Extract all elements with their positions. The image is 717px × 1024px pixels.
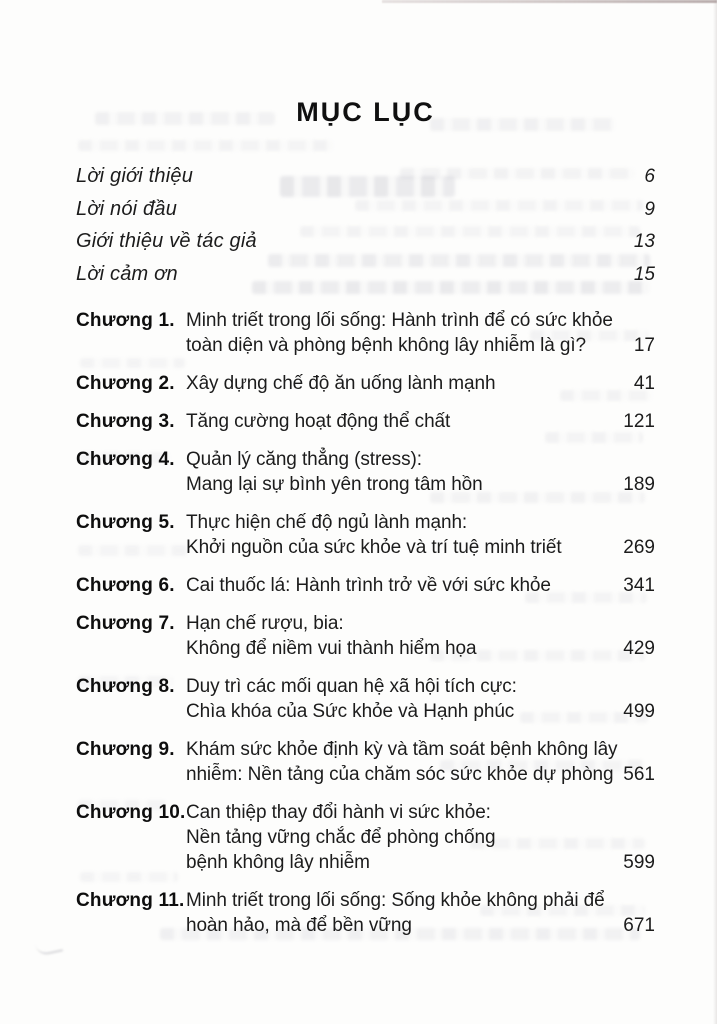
front-matter-item-page-number: 13 bbox=[633, 231, 655, 252]
chapter-title bbox=[186, 611, 655, 661]
chapter-title-line: Can thiệp thay đổi hành vi sức khỏe: bbox=[186, 802, 491, 823]
chapter-title-line: bệnh không lây nhiễm bbox=[186, 852, 370, 873]
chapter-title bbox=[186, 510, 655, 560]
chapter-entry bbox=[76, 447, 655, 497]
chapter-entry bbox=[76, 371, 655, 396]
scan-mark-artifact bbox=[35, 939, 63, 956]
chapter-title bbox=[186, 573, 655, 598]
chapter-page-number: 599 bbox=[623, 852, 655, 873]
chapter-list bbox=[76, 308, 655, 938]
chapter-page-number: 341 bbox=[623, 575, 655, 596]
chapter-page-number: 499 bbox=[623, 701, 655, 722]
chapter-title-line: Hạn chế rượu, bia: bbox=[186, 613, 344, 634]
chapter-number-label: Chương 3. bbox=[76, 411, 175, 432]
chapter-entry bbox=[76, 409, 655, 434]
chapter-title-line: Mang lại sự bình yên trong tâm hồn bbox=[186, 474, 483, 495]
front-matter-item bbox=[76, 198, 655, 231]
chapter-title bbox=[186, 737, 655, 787]
chapter-page-number: 561 bbox=[623, 764, 655, 785]
chapter-title-line: Duy trì các mối quan hệ xã hội tích cực: bbox=[186, 676, 517, 697]
front-matter-item-page-number: 15 bbox=[633, 263, 655, 285]
chapter-title bbox=[186, 409, 655, 434]
chapter-title bbox=[186, 674, 655, 724]
chapter-page-number: 429 bbox=[623, 638, 655, 659]
chapter-number-label: Chương 9. bbox=[76, 739, 175, 760]
chapter-title bbox=[186, 800, 655, 875]
chapter-page-number: 41 bbox=[633, 373, 655, 394]
chapter-page-number: 269 bbox=[623, 537, 655, 558]
chapter-entry bbox=[76, 510, 655, 560]
chapter-entry bbox=[76, 800, 655, 875]
chapter-number-label: Chương 5. bbox=[76, 512, 175, 533]
chapter-number-label: Chương 2. bbox=[76, 373, 175, 394]
front-matter-item-page-number: 9 bbox=[644, 198, 655, 220]
scan-edge-artifact-right bbox=[713, 0, 717, 1024]
chapter-title-line: Nền tảng vững chắc để phòng chống bbox=[186, 827, 496, 848]
chapter-page-number: 121 bbox=[623, 411, 655, 432]
chapter-title bbox=[186, 308, 655, 358]
chapter-title-line: Minh triết trong lối sống: Hành trình để có sức khỏe bbox=[186, 310, 613, 331]
chapter-title-line: hoàn hảo, mà để bền vững bbox=[186, 915, 412, 936]
chapter-entry bbox=[76, 888, 655, 938]
chapter-number-label: Chương 4. bbox=[76, 449, 175, 470]
chapter-entry bbox=[76, 308, 655, 358]
chapter-title bbox=[186, 888, 655, 938]
front-matter-item-label: Giới thiệu về tác giả bbox=[76, 230, 257, 252]
chapter-title bbox=[186, 447, 655, 497]
front-matter-item-label: Lời cảm ơn bbox=[76, 262, 178, 285]
front-matter-item-page-number: 6 bbox=[644, 166, 655, 187]
chapter-title-line: Cai thuốc lá: Hành trình trở về với sức khỏe bbox=[186, 575, 551, 596]
chapter-number-label: Chương 8. bbox=[76, 676, 175, 697]
chapter-title bbox=[186, 371, 655, 396]
front-matter-item bbox=[76, 263, 655, 296]
chapter-title-line: Khởi nguồn của sức khỏe và trí tuệ minh triết bbox=[186, 537, 562, 558]
chapter-title-line: Không để niềm vui thành hiểm họa bbox=[186, 638, 477, 659]
chapter-number-label: Chương 11. bbox=[76, 890, 185, 911]
front-matter-item-label: Lời giới thiệu bbox=[76, 165, 194, 187]
toc-content bbox=[76, 0, 655, 951]
chapter-title-line: Minh triết trong lối sống: Sống khỏe không phải để bbox=[186, 890, 605, 911]
chapter-entry bbox=[76, 737, 655, 787]
front-matter-list bbox=[76, 165, 655, 295]
chapter-number-label: Chương 7. bbox=[76, 613, 175, 634]
chapter-entry bbox=[76, 573, 655, 598]
chapter-title-line: nhiễm: Nền tảng của chăm sóc sức khỏe dự phòng bbox=[186, 764, 614, 785]
chapter-title-line: Khám sức khỏe định kỳ và tầm soát bệnh không lây bbox=[186, 739, 618, 760]
chapter-page-number: 189 bbox=[623, 474, 655, 495]
chapter-title-line: toàn diện và phòng bệnh không lây nhiễm là gì? bbox=[186, 335, 586, 356]
chapter-title-line: Chìa khóa của Sức khỏe và Hạnh phúc bbox=[186, 701, 515, 722]
front-matter-item bbox=[76, 165, 655, 198]
chapter-entry bbox=[76, 611, 655, 661]
chapter-entry bbox=[76, 674, 655, 724]
chapter-title-line: Xây dựng chế độ ăn uống lành mạnh bbox=[186, 373, 496, 394]
chapter-number-label: Chương 6. bbox=[76, 575, 175, 596]
chapter-title-line: Tăng cường hoạt động thể chất bbox=[186, 411, 451, 432]
chapter-title-line: Quản lý căng thẳng (stress): bbox=[186, 449, 422, 470]
page-title: MỤC LỤC bbox=[296, 97, 435, 127]
chapter-page-number: 671 bbox=[623, 915, 655, 936]
front-matter-item-label: Lời nói đầu bbox=[76, 197, 178, 220]
chapter-title-line: Thực hiện chế độ ngủ lành mạnh: bbox=[186, 512, 468, 533]
front-matter-item bbox=[76, 230, 655, 263]
chapter-number-label: Chương 10. bbox=[76, 802, 186, 823]
chapter-number-label: Chương 1. bbox=[76, 310, 175, 331]
chapter-page-number: 17 bbox=[633, 335, 655, 356]
